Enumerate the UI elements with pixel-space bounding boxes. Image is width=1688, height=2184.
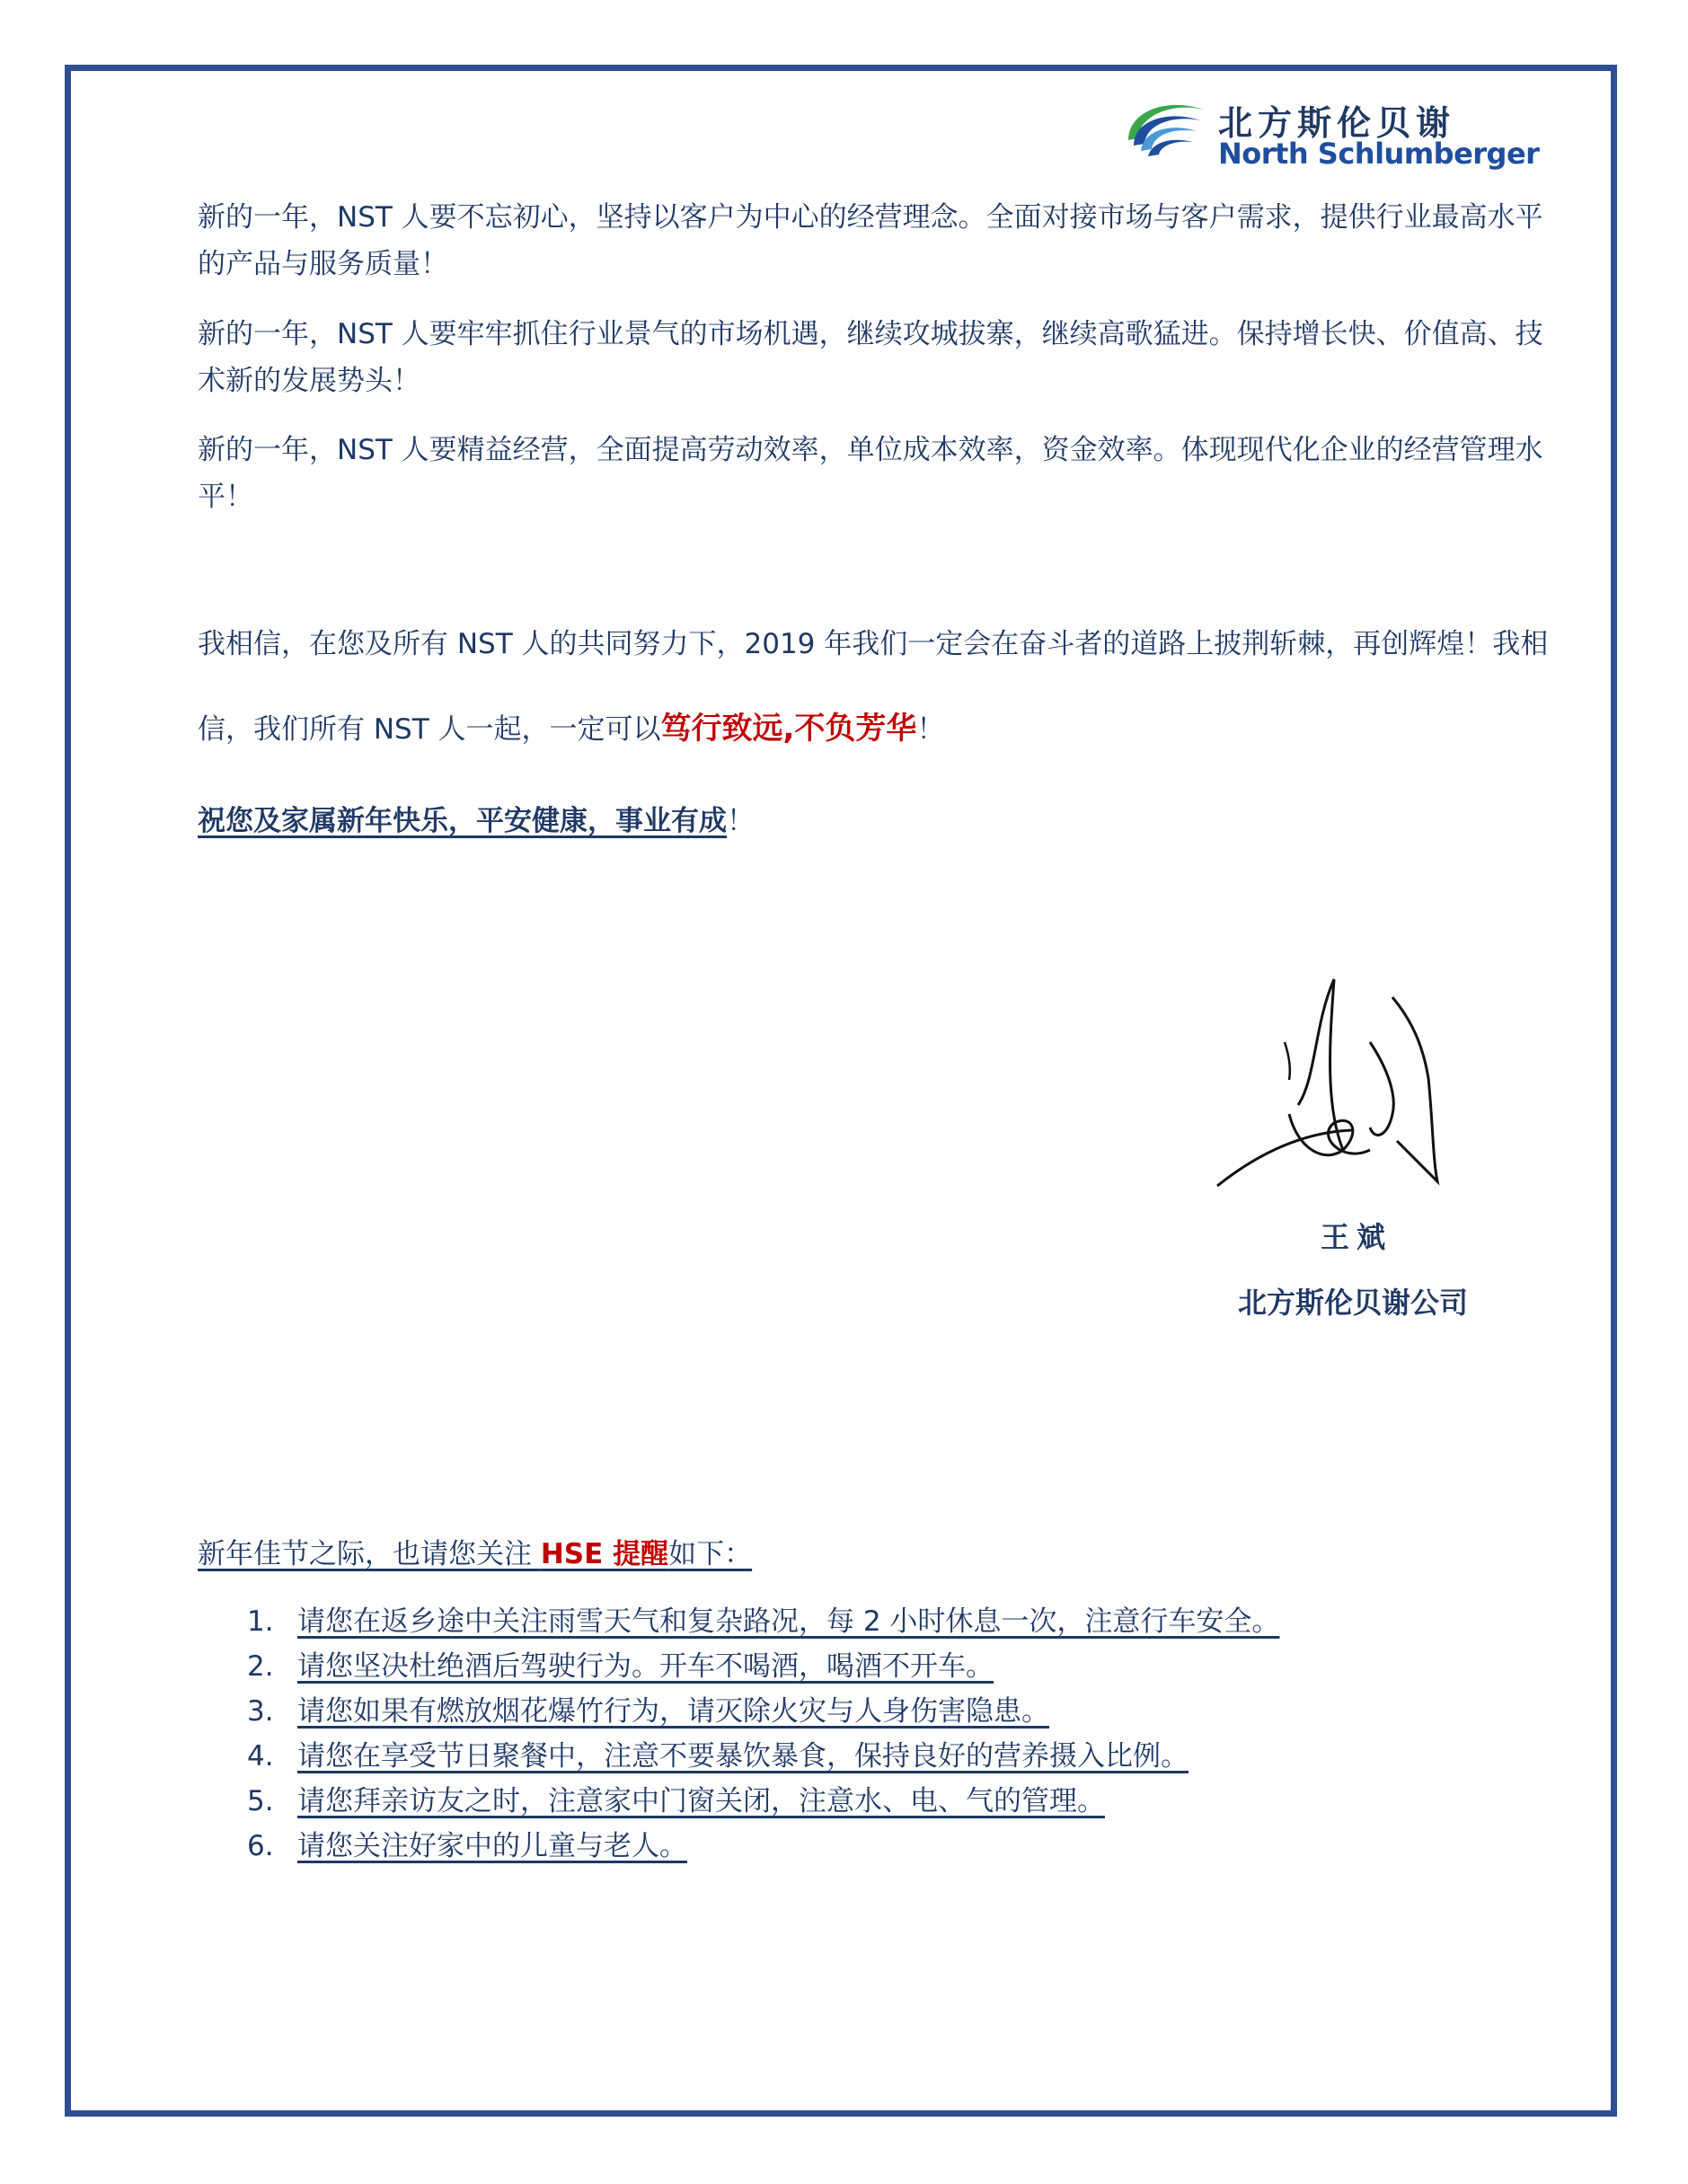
paragraph-3: 新的一年，NST 人要精益经营，全面提高劳动效率，单位成本效率，资金效率。体现现代化企业的经营管理水平！ bbox=[198, 434, 1543, 513]
list-item bbox=[247, 1644, 1279, 1689]
swirl-logo-icon bbox=[1121, 93, 1211, 165]
list-text: 请您坚决杜绝酒后驾驶行为。开车不喝酒，喝酒不开车。 bbox=[297, 1650, 994, 1683]
hse-intro bbox=[198, 1531, 752, 1571]
belief-paragraph bbox=[198, 602, 1559, 772]
list-item bbox=[247, 1824, 1279, 1869]
list-item bbox=[247, 1689, 1279, 1734]
wish-end: ！ bbox=[727, 805, 755, 837]
list-number: 3. bbox=[247, 1695, 274, 1728]
logo-chinese-name: 北方斯伦贝谢 bbox=[1218, 102, 1456, 143]
list-text: 请您如果有燃放烟花爆竹行为，请灭除火灾与人身伤害隐患。 bbox=[297, 1695, 1049, 1728]
list-item bbox=[247, 1599, 1279, 1644]
signer-name: 王斌 bbox=[1321, 1220, 1393, 1254]
list-item bbox=[247, 1734, 1279, 1779]
list-text: 请您关注好家中的儿童与老人。 bbox=[297, 1830, 687, 1862]
logo-english-name: North Schlumberger bbox=[1218, 137, 1540, 171]
list-text: 请您在返乡途中关注雨雪天气和复杂路况，每 2 小时休息一次，注意行车安全。 bbox=[297, 1605, 1280, 1638]
wish-text: 祝您及家属新年快乐，平安健康，事业有成 bbox=[198, 805, 727, 837]
handwritten-signature bbox=[1208, 970, 1478, 1204]
paragraph-2: 新的一年，NST 人要牢牢抓住行业景气的市场机遇，继续攻城拔寨，继续高歌猛进。保持增长快、价值高、技术新的发展势头！ bbox=[198, 318, 1543, 397]
hse-highlight: HSE 提醒 bbox=[540, 1538, 669, 1570]
hse-intro-suffix: 如下： bbox=[668, 1538, 753, 1570]
list-text: 请您在享受节日聚餐中，注意不要暴饮暴食，保持良好的营养摄入比例。 bbox=[297, 1740, 1189, 1773]
belief-highlight: 笃行致远,不负芳华 bbox=[660, 711, 917, 747]
list-number: 5. bbox=[247, 1785, 274, 1817]
hse-reminder-list bbox=[247, 1599, 1279, 1869]
list-text: 请您拜亲访友之时，注意家中门窗关闭，注意水、电、气的管理。 bbox=[297, 1785, 1105, 1817]
new-year-wish bbox=[198, 798, 755, 844]
company-logo bbox=[1121, 93, 1540, 172]
belief-text: 我相信，在您及所有 NST 人的共同努力下，2019 年我们一定会在奋斗者的道路上披荆斩棘，再创辉煌！我相信，我们所有 NST 人一起，一定可以 bbox=[198, 628, 1549, 746]
belief-end: ！ bbox=[916, 713, 945, 746]
hse-intro-prefix: 新年佳节之际，也请您关注 bbox=[198, 1538, 541, 1570]
paragraph-1: 新的一年，NST 人要不忘初心，坚持以客户为中心的经营理念。全面对接市场与客户需求，提供行业最高水平的产品与服务质量！ bbox=[198, 201, 1543, 280]
list-number: 6. bbox=[247, 1830, 274, 1862]
list-number: 2. bbox=[247, 1650, 274, 1683]
list-number: 4. bbox=[247, 1740, 274, 1773]
signer-company: 北方斯伦贝谢公司 bbox=[1238, 1286, 1469, 1320]
list-item bbox=[247, 1779, 1279, 1824]
list-number: 1. bbox=[247, 1605, 274, 1638]
